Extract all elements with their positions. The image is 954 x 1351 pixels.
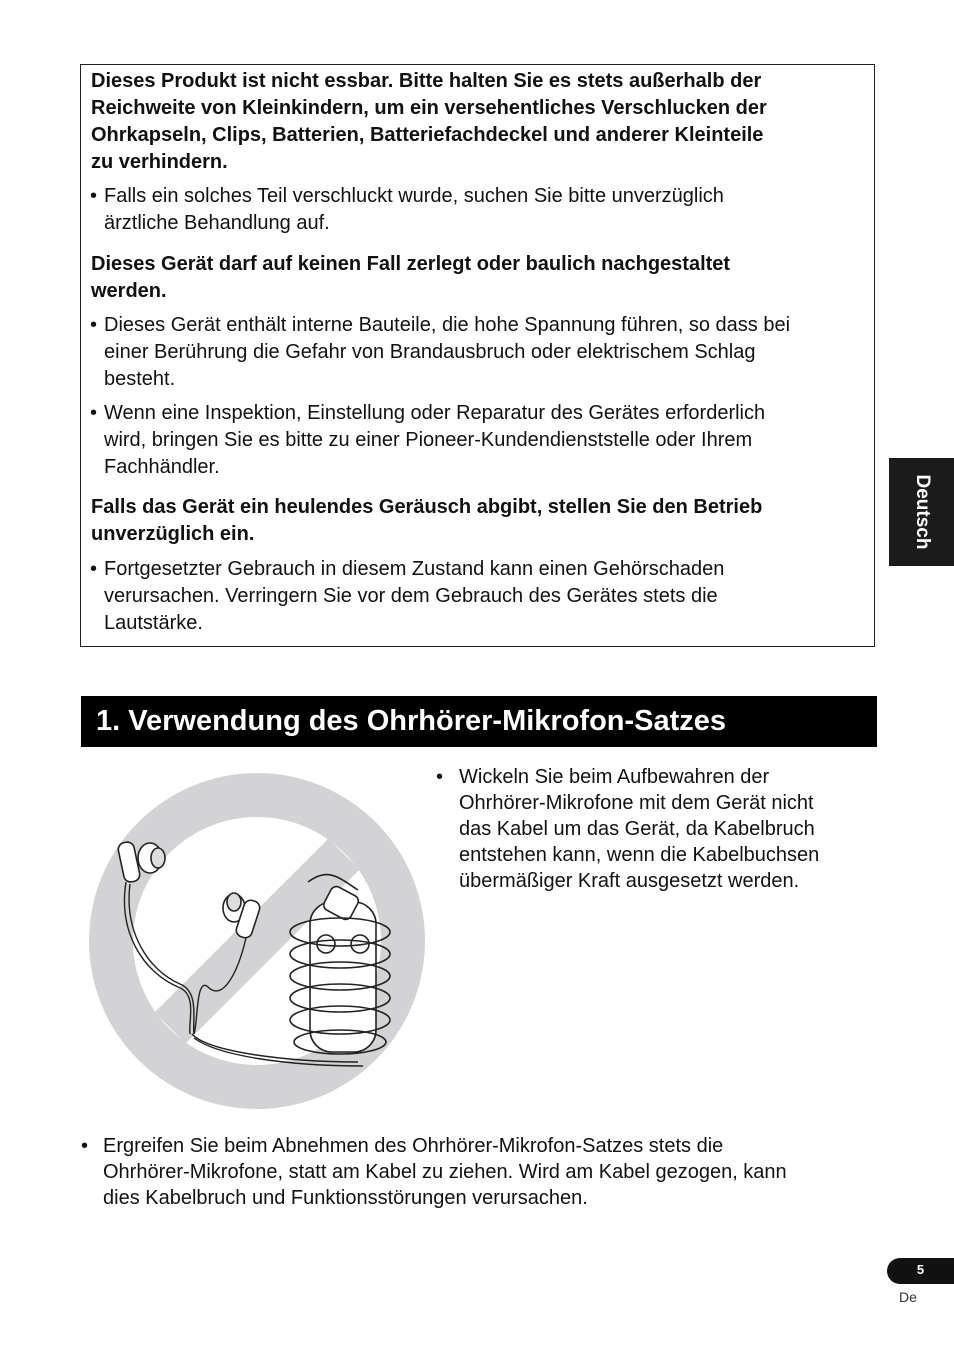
warning-heading-3: Falls das Gerät ein heulendes Geräusch abgibt, stellen Sie den Betrieb unverzüglich ein. [91, 496, 763, 545]
page-number: 5 [916, 1262, 925, 1277]
right-bullet-storage: • Wickeln Sie beim Aufbewahren der Ohrhörer-Mikrofone mit dem Gerät nicht das Kabel um das Gerät, da Kabelbruch entstehen kann, wenn die Kabelbuchsen übermäßiger Kraft ausgesetzt werden. [436, 766, 820, 892]
language-side-tab [889, 458, 954, 566]
prohibited-cable-wrap-illustration [88, 772, 426, 1110]
language-side-tab-label: Deutsch [911, 474, 933, 550]
warning-bullet-3: • Wenn eine Inspektion, Einstellung oder Reparatur des Gerätes erforderlich wird, bringen Sie es bitte zu einer Pioneer-Kundendienststelle oder Ihrem Fachhändler. [90, 402, 766, 478]
warning-bullet-4: • Fortgesetzter Gebrauch in diesem Zustand kann einen Gehörschaden verursachen. Verringern Sie vor dem Gebrauch des Gerätes stets die Lautstärke. [90, 558, 725, 634]
section-title: 1. Verwendung des Ohrhörer-Mikrofon-Satzes [96, 705, 727, 737]
page-number-tab [887, 1258, 954, 1284]
warning-heading-2: Dieses Gerät darf auf keinen Fall zerlegt oder baulich nachgestaltet werden. [91, 253, 731, 302]
section-heading-bar [81, 696, 877, 747]
warning-bullet-1: • Falls ein solches Teil verschluckt wurde, suchen Sie bitte unverzüglich ärztliche Behandlung auf. [90, 185, 724, 234]
warning-heading-1: Dieses Produkt ist nicht essbar. Bitte halten Sie es stets außerhalb der Reichweite von Kleinkindern, um ein versehentliches Verschlucken der Ohrkapseln, Clips, Batterien, Batteriefachdeckel und anderer Kleinteile zu verhindern. [91, 70, 767, 173]
bottom-bullet-removal: • Ergreifen Sie beim Abnehmen des Ohrhörer-Mikrofon-Satzes stets die Ohrhörer-Mikrofone, statt am Kabel zu ziehen. Wird am Kabel gezogen, kann dies Kabelbruch und Funktionsstörungen verursachen. [81, 1135, 787, 1209]
warning-bullet-2: • Dieses Gerät enthält interne Bauteile, die hohe Spannung führen, so dass bei einer Berührung die Gefahr von Brandausbruch oder elektrischem Schlag besteht. [90, 314, 791, 390]
language-code: De [899, 1289, 917, 1305]
